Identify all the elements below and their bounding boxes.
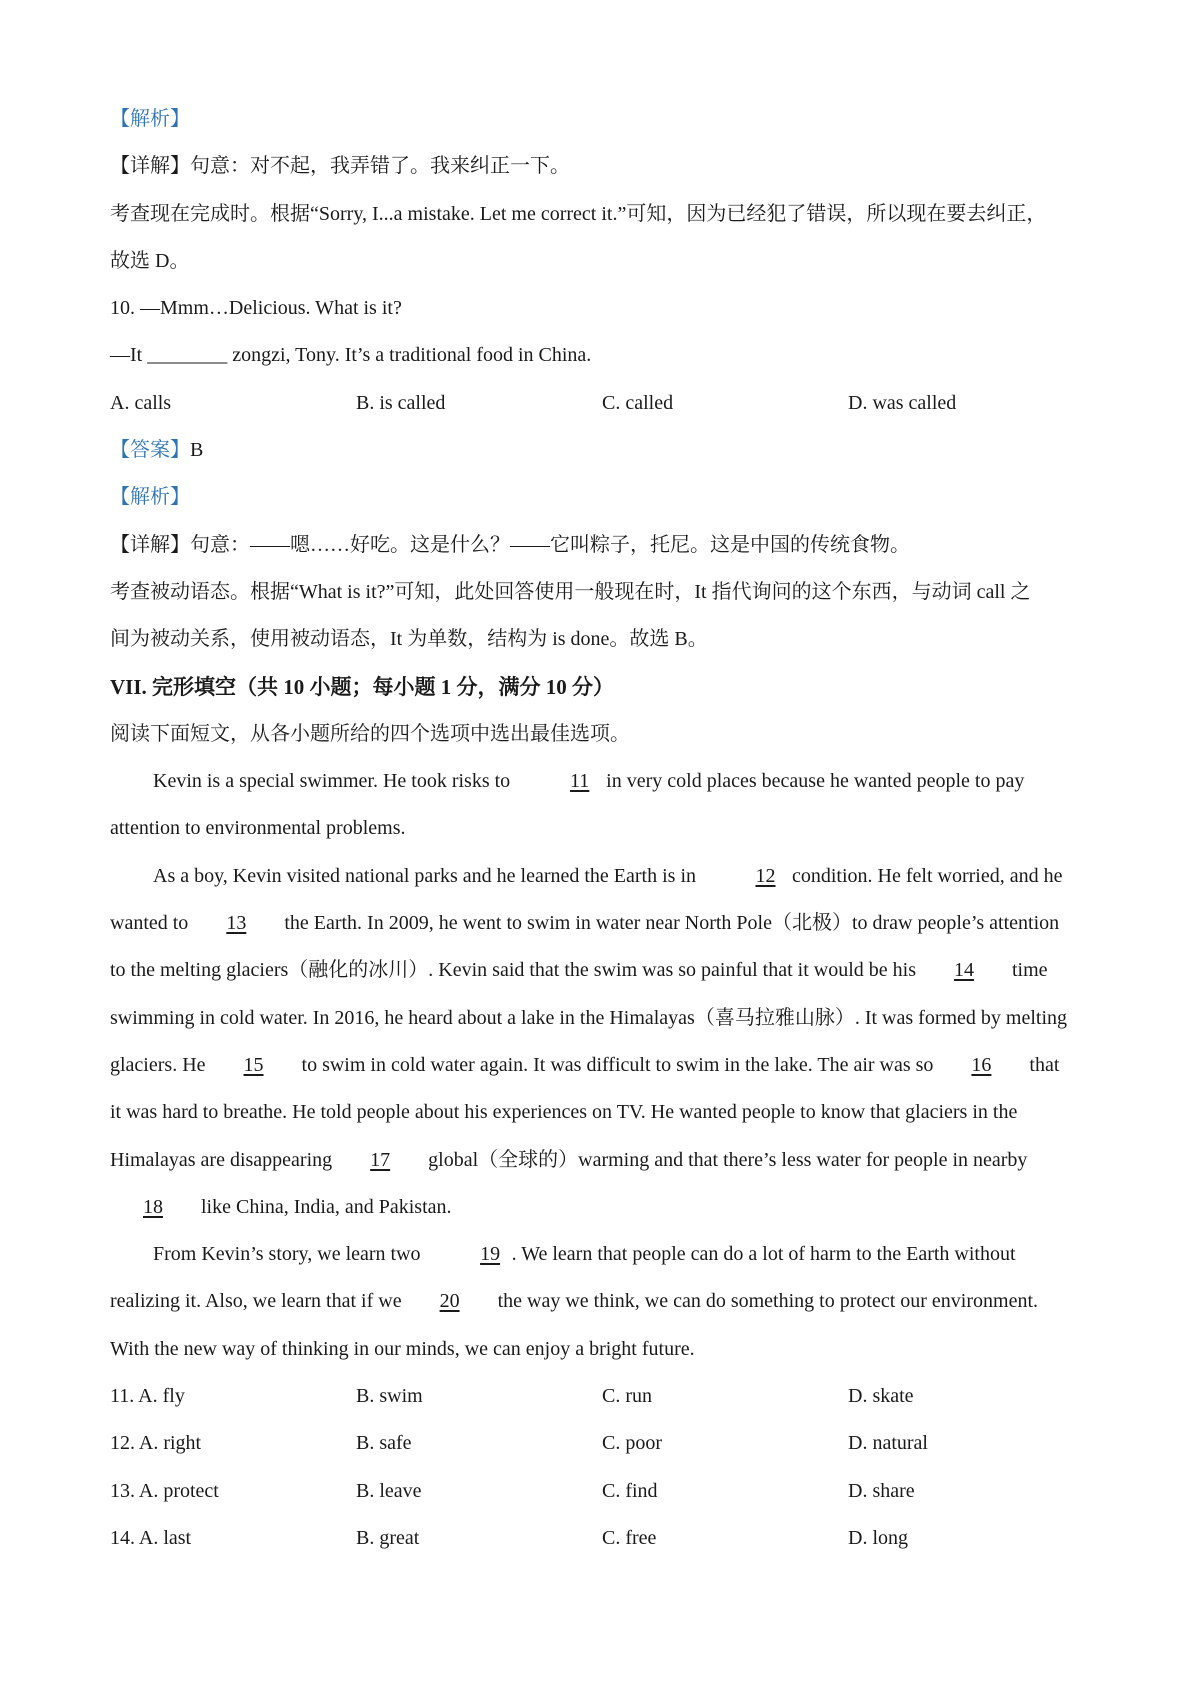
blank-13: 13: [226, 912, 247, 935]
q14-options: [110, 1515, 1100, 1562]
blank-11: 11: [570, 770, 590, 793]
q10-answer: [110, 427, 1100, 474]
q9-analysis-tag: 【解析】: [110, 108, 190, 130]
q10-answer-value: B: [190, 439, 204, 462]
q12-option-a: 12. A. right: [110, 1432, 202, 1455]
q14-option-c: C. free: [602, 1526, 657, 1549]
q9-detail: 【详解】句意：对不起，我弄错了。我来纠正一下。: [110, 155, 570, 178]
q10-explanation-line-2: 间为被动关系，使用被动语态，It 为单数，结构为 is done。故选 B。: [110, 628, 708, 651]
q11-option-d: D. skate: [848, 1385, 914, 1408]
q10-detail: 【详解】句意：——嗯……好吃。这是什么？——它叫粽子，托尼。这是中国的传统食物。: [110, 533, 910, 556]
q13-option-d: D. share: [848, 1479, 915, 1502]
passage-line-9: Himalayas are disappearing 17 global（全球的）warming and that there’s less water for people in nearby: [110, 1137, 1100, 1184]
q14-option-d: D. long: [848, 1526, 908, 1549]
blank-16: 16: [971, 1053, 992, 1076]
q12-option-b: B. safe: [356, 1432, 412, 1455]
q11-option-b: B. swim: [356, 1385, 423, 1408]
q10-options: [110, 380, 1100, 427]
q13-option-b: B. leave: [356, 1479, 422, 1502]
q14-option-b: B. great: [356, 1526, 420, 1549]
blank-17: 17: [370, 1148, 391, 1171]
passage-line-12: realizing it. Also, we learn that if we 20 the way we think, we can do something to protect our environment.: [110, 1278, 1100, 1325]
q10-option-d: D. was called: [848, 391, 957, 414]
q13-option-c: C. find: [602, 1479, 658, 1502]
q11-option-a: 11. A. fly: [110, 1385, 185, 1408]
q10-analysis-tag: 【解析】: [110, 486, 190, 509]
q10-stem-line-2: —It ________ zongzi, Tony. It’s a traditional food in China.: [110, 344, 592, 367]
q11-options: [110, 1373, 1100, 1420]
passage-line-10: 18 like China, India, and Pakistan.: [110, 1184, 1100, 1231]
q10-option-a: A. calls: [110, 391, 172, 414]
blank-12: 12: [755, 864, 776, 887]
q14-option-a: 14. A. last: [110, 1526, 192, 1549]
q10-blank: ________: [147, 344, 228, 367]
exam-page: [110, 96, 1100, 1562]
passage-line-7: glaciers. He 15 to swim in cold water again. It was difficult to swim in the lake. The air was so 16 that: [110, 1042, 1100, 1089]
passage-line-2: attention to environmental problems.: [110, 817, 406, 840]
q10-option-c: C. called: [602, 391, 674, 414]
q10-option-b: B. is called: [356, 391, 446, 414]
q12-option-c: C. poor: [602, 1432, 662, 1455]
blank-14: 14: [954, 959, 974, 982]
passage-line-5: to the melting glaciers（融化的冰川）. Kevin said that the swim was so painful that it would be his 14 time: [110, 947, 1100, 994]
blank-20: 20: [439, 1290, 460, 1313]
section-title: VII. 完形填空（共 10 小题；每小题 1 分，满分 10 分）: [110, 674, 615, 699]
blank-19: 19: [480, 1243, 501, 1266]
passage-line-1: Kevin is a special swimmer. He took risks to 11 in very cold places because he wanted people to pay: [110, 758, 1100, 805]
q9-explanation-line-1: 考查现在完成时。根据“Sorry, I...a mistake. Let me correct it.”可知，因为已经犯了错误，所以现在要去纠正，: [110, 202, 1047, 225]
passage-line-13: With the new way of thinking in our minds, we can enjoy a bright future.: [110, 1337, 695, 1360]
q12-options: [110, 1420, 1100, 1467]
passage-line-4: wanted to 13 the Earth. In 2009, he went to swim in water near North Pole（北极）to draw people’s attention: [110, 900, 1100, 947]
passage-line-3: As a boy, Kevin visited national parks and he learned the Earth is in 12 condition. He felt worried, and he: [110, 853, 1100, 900]
q10-explanation-line-1: 考查被动语态。根据“What is it?”可知，此处回答使用一般现在时，It 指代询问的这个东西，与动词 call 之: [110, 580, 1031, 603]
passage-line-8: it was hard to breathe. He told people about his experiences on TV. He wanted people to know that glaciers in the: [110, 1101, 1018, 1124]
q13-options: [110, 1468, 1100, 1515]
q11-option-c: C. run: [602, 1385, 652, 1408]
passage-line-11: From Kevin’s story, we learn two 19 . We learn that people can do a lot of harm to the Earth without: [110, 1231, 1100, 1278]
blank-18: 18: [143, 1195, 163, 1218]
q9-explanation-line-2: 故选 D。: [110, 249, 190, 272]
q12-option-d: D. natural: [848, 1432, 928, 1455]
section-instruction: 阅读下面短文，从各小题所给的四个选项中选出最佳选项。: [110, 722, 630, 745]
passage-line-6: swimming in cold water. In 2016, he heard about a lake in the Himalayas（喜马拉雅山脉）. It was formed by melting: [110, 1006, 1068, 1029]
q10-stem-line-1: 10. —Mmm…Delicious. What is it?: [110, 297, 402, 320]
blank-15: 15: [243, 1053, 264, 1076]
q10-answer-tag: 【答案】: [110, 439, 190, 462]
q13-option-a: 13. A. protect: [110, 1479, 219, 1502]
